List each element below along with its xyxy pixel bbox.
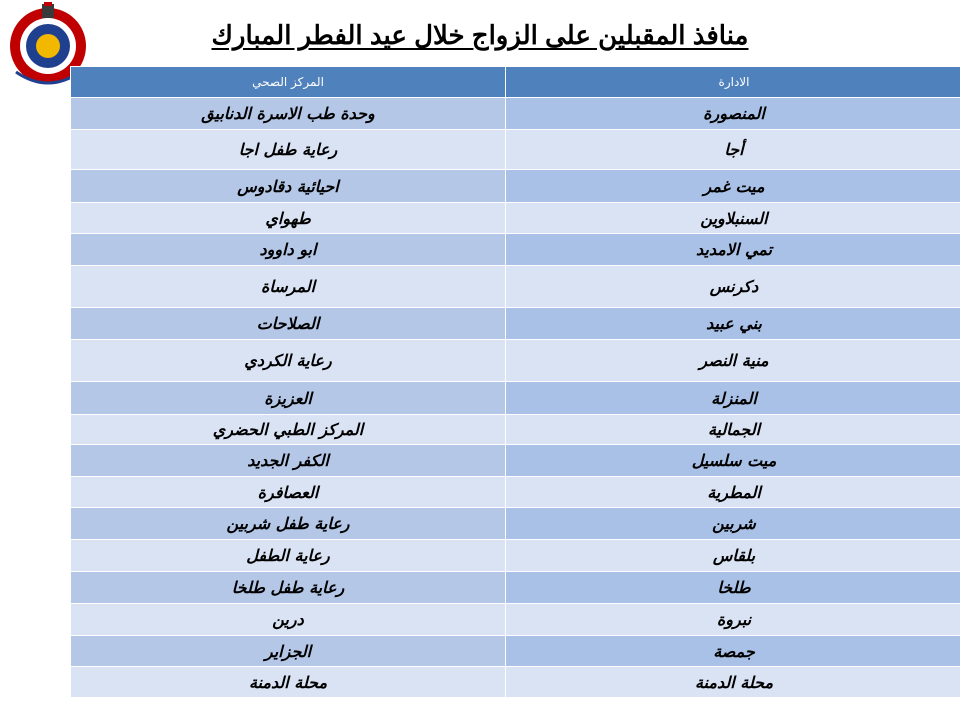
cell-center: العصافرة bbox=[71, 477, 506, 508]
cell-district: بلقاس bbox=[506, 540, 960, 572]
cell-center: رعاية طفل طلخا bbox=[71, 572, 506, 604]
cell-center: الكفر الجديد bbox=[71, 445, 506, 477]
table-row bbox=[71, 130, 960, 170]
cell-district: بني عبيد bbox=[506, 308, 960, 340]
table-row bbox=[71, 415, 960, 445]
table-row bbox=[71, 636, 960, 667]
cell-center: رعاية الطفل bbox=[71, 540, 506, 572]
table-row bbox=[71, 572, 960, 604]
table-row bbox=[71, 203, 960, 234]
table-row bbox=[71, 445, 960, 477]
cell-center: رعاية الكردي bbox=[71, 340, 506, 382]
table-row bbox=[71, 308, 960, 340]
cell-district: منية النصر bbox=[506, 340, 960, 382]
cell-district: المنصورة bbox=[506, 98, 960, 130]
cell-center: ابو داوود bbox=[71, 234, 506, 266]
cell-district: المطرية bbox=[506, 477, 960, 508]
cell-center: احيائية دقادوس bbox=[71, 170, 506, 203]
cell-district: ميت سلسيل bbox=[506, 445, 960, 477]
cell-district: جمصة bbox=[506, 636, 960, 667]
table-row bbox=[71, 667, 960, 698]
cell-center: الجزاير bbox=[71, 636, 506, 667]
cell-center: وحدة طب الاسرة الدنابيق bbox=[71, 98, 506, 130]
page-title bbox=[160, 18, 800, 52]
header-center-label: المركز الصحي bbox=[252, 75, 324, 89]
cell-center: المركز الطبي الحضري bbox=[71, 415, 506, 445]
table-body bbox=[71, 98, 960, 698]
cell-center: طهواي bbox=[71, 203, 506, 234]
cell-district: شربين bbox=[506, 508, 960, 540]
table-row bbox=[71, 540, 960, 572]
cell-district: المنزلة bbox=[506, 382, 960, 415]
cell-district: تمي الامديد bbox=[506, 234, 960, 266]
cell-center: درين bbox=[71, 604, 506, 636]
cell-district: الجمالية bbox=[506, 415, 960, 445]
header-district-label: الادارة bbox=[718, 75, 750, 89]
cell-center: رعاية طفل شربين bbox=[71, 508, 506, 540]
table-row bbox=[71, 170, 960, 203]
cell-center: رعاية طفل اجا bbox=[71, 130, 506, 170]
cell-district: طلخا bbox=[506, 572, 960, 604]
cell-district: دكرنس bbox=[506, 266, 960, 308]
table-row bbox=[71, 508, 960, 540]
table-row bbox=[71, 477, 960, 508]
cell-district: ميت غمر bbox=[506, 170, 960, 203]
table-row bbox=[71, 382, 960, 415]
cell-district: نبروة bbox=[506, 604, 960, 636]
table-row bbox=[71, 98, 960, 130]
cell-center: العزيزة bbox=[71, 382, 506, 415]
header-district bbox=[506, 67, 960, 98]
centers-table bbox=[70, 66, 960, 698]
cell-district: أجا bbox=[506, 130, 960, 170]
header-center bbox=[71, 67, 506, 98]
cell-district: السنبلاوين bbox=[506, 203, 960, 234]
cell-center: محلة الدمنة bbox=[71, 667, 506, 698]
table-row bbox=[71, 266, 960, 308]
cell-district: محلة الدمنة bbox=[506, 667, 960, 698]
cell-center: المرساة bbox=[71, 266, 506, 308]
table-row bbox=[71, 234, 960, 266]
cell-center: الصلاحات bbox=[71, 308, 506, 340]
page-title-text: منافذ المقبلين على الزواج خلال عيد الفطر المبارك bbox=[211, 20, 749, 50]
table-row bbox=[71, 340, 960, 382]
table-header-row bbox=[71, 67, 960, 98]
table-row bbox=[71, 604, 960, 636]
